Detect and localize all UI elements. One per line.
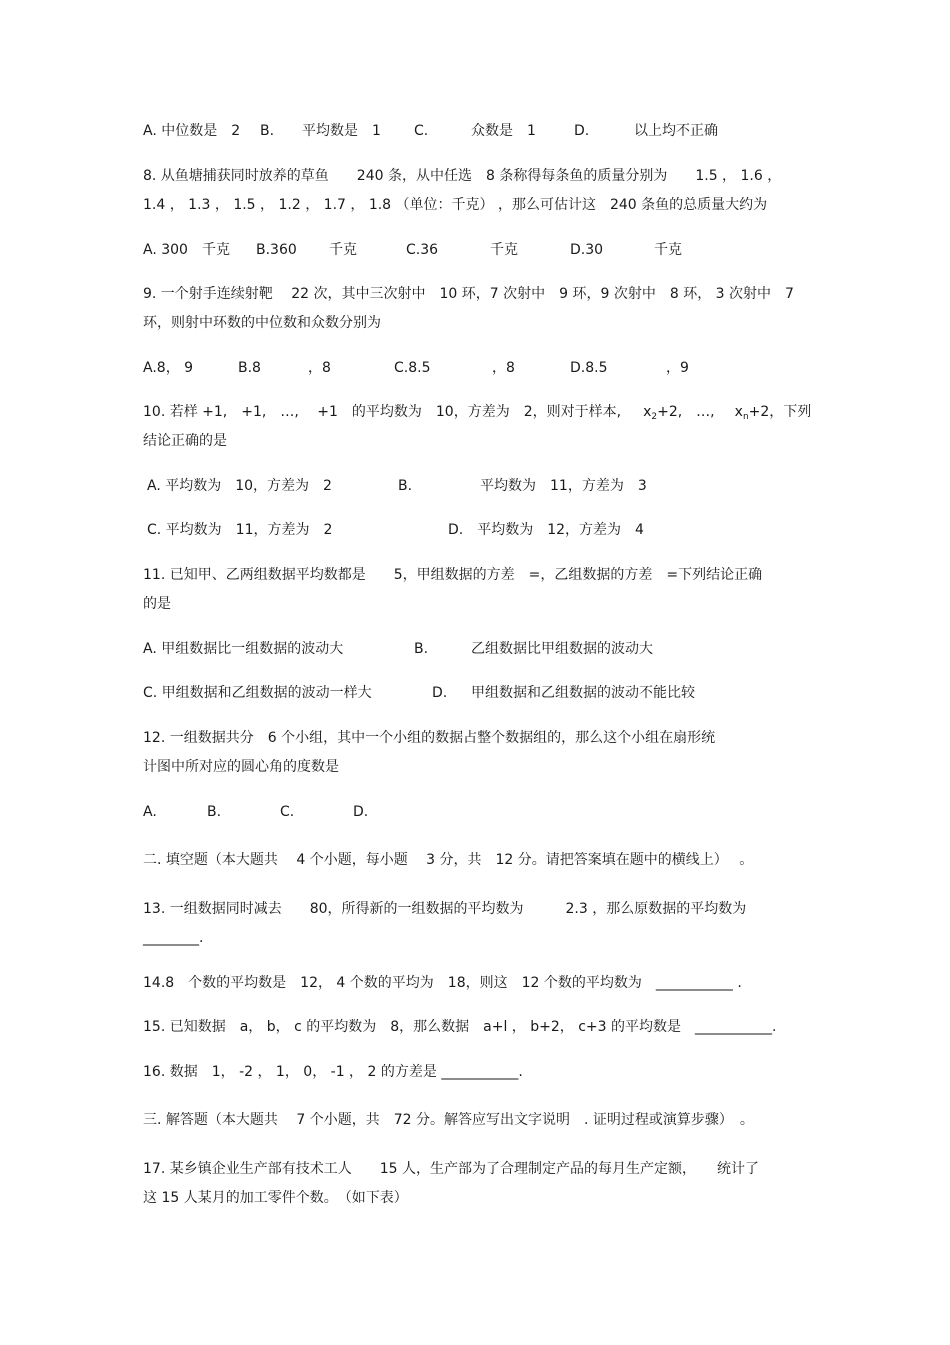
q10-xn-post: +2，下列 [748, 404, 812, 420]
q8-option-d: D.30 [570, 242, 604, 258]
q7-option-d-text: 以上均不正确 [634, 123, 718, 139]
q10-x2: x [643, 404, 652, 420]
q8-option-c-unit: 千克 [490, 242, 518, 258]
q14-stem: 14.8 个数的平均数是 12， 4 个数的平均为 18，则这 12 个数的平均数为 ___________ . [143, 975, 742, 991]
q8-option-b-unit: 千克 [329, 242, 357, 258]
q10-option-a: A. 平均数为 10，方差为 2 [147, 478, 332, 494]
q17-stem-line2: 这 15 人某月的加工零件个数。 （如下表） [143, 1190, 408, 1206]
q7-option-c-text: 众数是 1 [471, 123, 536, 139]
q10-option-c: C. 平均数为 11，方差为 2 [147, 522, 333, 538]
q10-option-b-text: 平均数为 11，方差为 3 [480, 478, 647, 494]
q10-xn: x [734, 404, 743, 420]
q11-option-b-text: 乙组数据比甲组数据的波动大 [471, 641, 653, 657]
q8-option-a: A. 300 千克 [143, 242, 230, 258]
q8-stem-line1: 8. 从鱼塘捕获同时放养的草鱼 240 条，从中任选 8 条称得每条鱼的质量分别为 1.5 ， 1.6 ， [143, 168, 782, 184]
q9-option-b: B.8 [238, 360, 261, 376]
q9-option-b-value: ，8 [308, 360, 331, 376]
q8-option-c: C.36 [406, 242, 439, 258]
q15-stem: 15. 已知数据 a， b， c 的平均数为 8，那么数据 a+l ， b+2， c+3 的平均数是 ___________. [143, 1019, 777, 1035]
q9-stem-line1: 9. 一个射手连续射靶 22 次，其中三次射中 10 环，7 次射中 9 环，9 次射中 8 环， 3 次射中 7 [143, 286, 794, 302]
q13-answer-blank: ________. [143, 930, 204, 946]
q8-option-b: B.360 [256, 242, 297, 258]
q12-stem-line1: 12. 一组数据共分 6 个小组，其中一个小组的数据占整个数据组的，那么这个小组在扇形统 [143, 730, 716, 746]
q16-stem: 16. 数据 1， -2 ， 1， 0， -1 ， 2 的方差是 ___________. [143, 1064, 523, 1080]
q13-stem-line1: 13. 一组数据同时减去 80，所得新的一组数据的平均数为 2.3 ，那么原数据的平均数为 [143, 901, 747, 917]
q12-option-d: D. [353, 804, 369, 820]
q9-option-a: A.8， 9 [143, 360, 194, 376]
q11-option-d-text: 甲组数据和乙组数据的波动不能比较 [471, 685, 695, 701]
q10-option-b-label: B. [398, 478, 413, 494]
q11-option-b-label: B. [414, 641, 429, 657]
q9-option-d-value: ，9 [666, 360, 689, 376]
q9-option-d: D.8.5 [570, 360, 608, 376]
q11-option-a: A. 甲组数据比一组数据的波动大 [143, 641, 344, 657]
q7-option-c-label: C. [414, 123, 429, 139]
q11-stem-line1: 11. 已知甲、乙两组数据平均数都是 5，甲组数据的方差 =，乙组数据的方差 =下列结论正确 [143, 567, 763, 583]
q17-stem-line1: 17. 某乡镇企业生产部有技术工人 15 人，生产部为了合理制定产品的每月生产定额， 统计了 [143, 1161, 759, 1177]
section-2-heading: 二. 填空题（本大题共 4 个小题，每小题 3 分，共 12 分。请把答案填在题中的横线上） 。 [143, 852, 754, 868]
q10-stem-line2: 结论正确的是 [143, 433, 227, 449]
q9-option-c: C.8.5 [394, 360, 431, 376]
q12-option-c: C. [280, 804, 295, 820]
q10-stem-main: 10. 若样 +1, +1, …, +1 的平均数为 10，方差为 2，则对于样本, [143, 404, 622, 420]
section-3-heading: 三. 解答题（本大题共 7 个小题，共 72 分。解答应写出文字说明 . 证明过程或演算步骤） 。 [143, 1112, 754, 1128]
q10-stem-line1 [143, 403, 811, 426]
q7-option-a: A. 中位数是 2 [143, 123, 241, 139]
q10-x2-post: +2, …, [657, 404, 715, 420]
q12-stem-line2: 计图中所对应的圆心角的度数是 [143, 759, 339, 775]
q8-stem-line2: 1.4 ， 1.3 ， 1.5 ， 1.2 ， 1.7 ， 1.8 （单位：千克） ，那么可估计这 240 条鱼的总质量大约为 [143, 197, 768, 213]
q12-option-a: A. [143, 804, 157, 820]
q12-option-b: B. [207, 804, 222, 820]
q10-option-d: D. 平均数为 12，方差为 4 [448, 522, 644, 538]
q7-option-d-label: D. [574, 123, 590, 139]
q10-xn-sub: n [742, 412, 749, 422]
q8-option-d-unit: 千克 [654, 242, 682, 258]
q11-stem-line2: 的是 [143, 596, 171, 612]
q11-option-d-label: D. [432, 685, 448, 701]
q10-x2-sub: 2 [651, 412, 658, 422]
q7-option-b: B. 平均数是 1 [260, 123, 381, 139]
q9-stem-line2: 环，则射中环数的中位数和众数分别为 [143, 315, 381, 331]
q9-option-c-value: ，8 [492, 360, 515, 376]
q11-option-c: C. 甲组数据和乙组数据的波动一样大 [143, 685, 372, 701]
